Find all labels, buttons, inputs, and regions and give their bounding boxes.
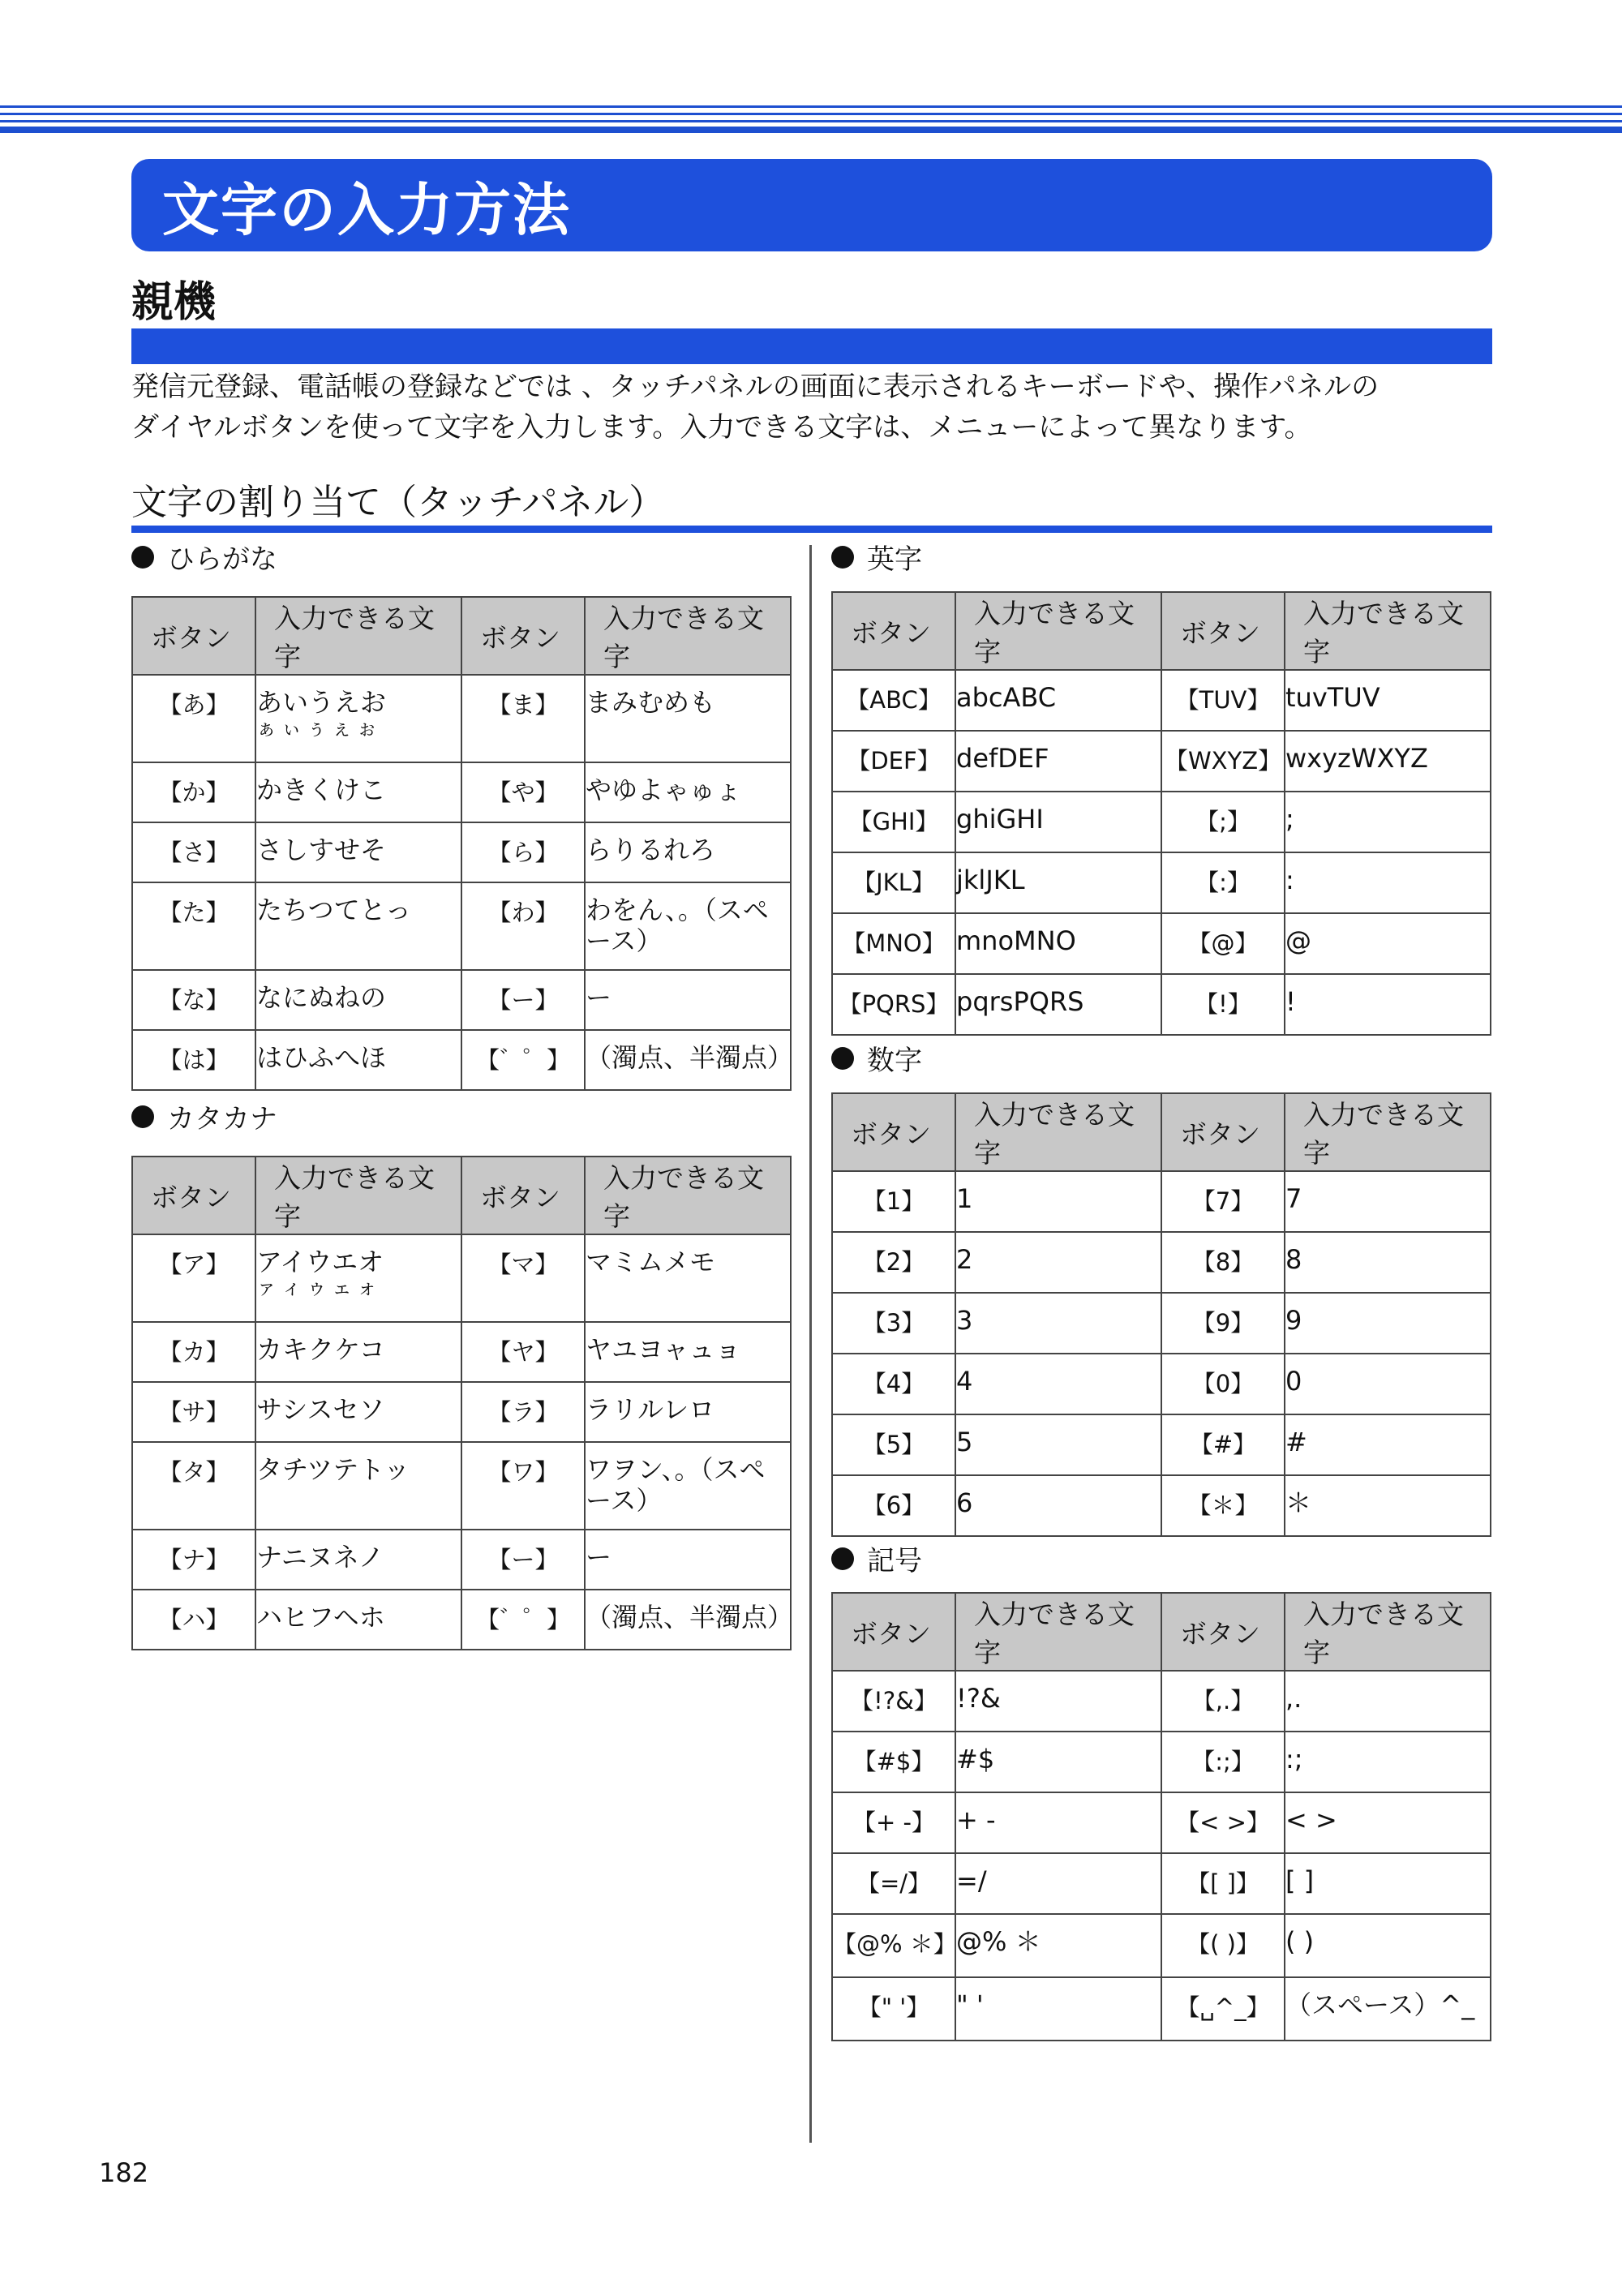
characters-cell <box>955 1792 1161 1853</box>
button-key-cell: 【な】 <box>132 970 255 1030</box>
characters-text: !?& <box>956 1683 1001 1714</box>
table-row <box>832 1732 1491 1792</box>
bullet-icon <box>131 1105 154 1128</box>
small-characters-text: ぁぃぅぇぉ <box>256 716 383 740</box>
button-key-cell: 【3】 <box>832 1293 955 1354</box>
button-key-cell: 【GHI】 <box>832 792 955 852</box>
header-button: ボタン <box>1161 1093 1285 1171</box>
characters-cell <box>1285 1232 1491 1293</box>
button-key-cell: 【DEF】 <box>832 731 955 792</box>
characters-text: ; <box>1285 804 1294 835</box>
characters-text: アイウエオ <box>256 1247 384 1277</box>
button-key-cell: 【" '】 <box>832 1977 955 2041</box>
button-key-cell: 【MNO】 <box>832 913 955 974</box>
button-key-cell: 【+ -】 <box>832 1792 955 1853</box>
characters-cell <box>585 1590 794 1650</box>
characters-text: ー <box>586 1542 612 1573</box>
characters-text: 6 <box>956 1487 973 1518</box>
header-characters: 入力できる文字 <box>585 597 791 675</box>
characters-text: " ' <box>956 1989 984 2020</box>
characters-cell <box>955 974 1161 1035</box>
characters-cell <box>955 1293 1161 1354</box>
characters-text: （スペース）^_ <box>1285 1989 1475 2020</box>
button-key-cell: 【タ】 <box>132 1442 255 1530</box>
heading-hiragana <box>131 537 277 577</box>
characters-text: tuvTUV <box>1285 682 1380 713</box>
intro-paragraph <box>131 367 1502 448</box>
table-row <box>832 1853 1491 1914</box>
button-key-cell: 【マ】 <box>461 1234 585 1322</box>
characters-cell <box>255 1530 461 1590</box>
characters-cell <box>1285 1914 1491 1977</box>
characters-text: あいうえお <box>256 687 387 718</box>
button-key-cell: 【や】 <box>461 762 585 822</box>
header-characters: 入力できる文字 <box>585 1157 791 1234</box>
header-characters: 入力できる文字 <box>955 1593 1161 1671</box>
characters-cell <box>1285 1977 1491 2041</box>
characters-cell <box>585 1442 791 1530</box>
characters-cell <box>585 1322 791 1382</box>
header-button: ボタン <box>132 1157 255 1234</box>
heading-symbols <box>831 1539 922 1578</box>
intro-line-1: 発信元登録、電話帳の登録などでは 、タッチパネルの画面に表示されるキーボードや、操作パネルの <box>131 371 1380 403</box>
table-header-row <box>832 592 1491 670</box>
header-characters: 入力できる文字 <box>955 592 1161 670</box>
button-key-cell: 【6】 <box>832 1475 955 1536</box>
table-row <box>132 970 791 1030</box>
header-characters: 入力できる文字 <box>1285 592 1491 670</box>
header-button: ボタン <box>461 597 585 675</box>
heading-text: 記号 <box>867 1545 922 1577</box>
characters-text: なにぬねの <box>256 982 387 1013</box>
table-row <box>832 1792 1491 1853</box>
button-key-cell: 【か】 <box>132 762 255 822</box>
heading-text: ひらがな <box>167 543 277 576</box>
table-row <box>832 1475 1491 1536</box>
bullet-icon <box>831 1547 854 1570</box>
characters-text: マミムメモ <box>586 1247 716 1277</box>
characters-text: ghiGHI <box>956 804 1044 835</box>
characters-text: : <box>1285 865 1294 895</box>
characters-cell <box>955 1732 1161 1792</box>
characters-text: ＊ <box>1285 1487 1312 1518</box>
characters-text: タチツテトッ <box>256 1454 410 1485</box>
characters-cell <box>585 882 791 970</box>
chapter-banner <box>131 159 1492 251</box>
characters-cell <box>255 970 461 1030</box>
table-row <box>832 1414 1491 1475</box>
button-key-cell: 【さ】 <box>132 822 255 882</box>
table-header-row <box>832 1093 1491 1171</box>
characters-text: はひふへほ <box>256 1042 387 1073</box>
header-button: ボタン <box>461 1157 585 1234</box>
characters-cell <box>1285 1475 1491 1536</box>
column-divider <box>809 545 812 2143</box>
button-key-cell: 【[ ]】 <box>1161 1853 1285 1914</box>
button-key-cell: 【゛゜】 <box>461 1590 585 1650</box>
button-key-cell: 【7】 <box>1161 1171 1285 1232</box>
characters-cell <box>1285 1792 1491 1853</box>
characters-cell <box>255 1322 461 1382</box>
table-alphabet <box>831 591 1491 1036</box>
subsection-title: 文字の割り当て（タッチパネル） <box>131 482 665 523</box>
characters-cell <box>1285 792 1491 852</box>
characters-text: たちつてとっ <box>256 895 412 925</box>
characters-text: 3 <box>956 1305 973 1336</box>
header-rule-thin-3 <box>0 120 1622 122</box>
heading-katakana <box>131 1097 277 1136</box>
characters-cell <box>585 822 791 882</box>
heading-text: カタカナ <box>167 1103 277 1135</box>
characters-text: （濁点、半濁点） <box>586 1042 794 1073</box>
characters-text: [ ] <box>1285 1865 1315 1896</box>
header-characters: 入力できる文字 <box>1285 1593 1491 1671</box>
heading-numbers <box>831 1038 922 1078</box>
characters-text: ラリルレロ <box>586 1394 715 1425</box>
table-row <box>832 1671 1491 1732</box>
characters-text: らりるれろ <box>586 835 716 865</box>
button-key-cell: 【9】 <box>1161 1293 1285 1354</box>
characters-cell <box>585 1382 791 1442</box>
characters-cell <box>955 1354 1161 1414</box>
button-key-cell: 【#$】 <box>832 1732 955 1792</box>
characters-cell <box>955 1475 1161 1536</box>
characters-text: ( ) <box>1285 1926 1315 1957</box>
characters-text: わをん、。（スペース） <box>586 895 769 956</box>
characters-cell <box>1285 913 1491 974</box>
button-key-cell: 【わ】 <box>461 882 585 970</box>
header-rule-thin-1 <box>0 105 1622 108</box>
characters-cell <box>585 1530 791 1590</box>
characters-cell <box>955 1671 1161 1732</box>
page-number: 182 <box>99 2157 149 2188</box>
characters-text: ハヒフヘホ <box>256 1602 385 1633</box>
table-row <box>832 1977 1491 2041</box>
button-key-cell: 【1】 <box>832 1171 955 1232</box>
header-button: ボタン <box>832 592 955 670</box>
table-row <box>832 852 1491 913</box>
characters-cell <box>1285 1354 1491 1414</box>
characters-cell <box>255 822 461 882</box>
characters-text: ヤユヨャュョ <box>586 1334 741 1365</box>
characters-cell <box>955 1853 1161 1914</box>
characters-cell <box>1285 1671 1491 1732</box>
button-key-cell: 【あ】 <box>132 675 255 762</box>
table-row <box>132 1590 791 1650</box>
characters-cell <box>1285 1853 1491 1914</box>
button-key-cell: 【ラ】 <box>461 1382 585 1442</box>
characters-text: （濁点、半濁点） <box>586 1602 794 1633</box>
chapter-title: 文字の入力方法 <box>162 176 571 243</box>
button-key-cell: 【は】 <box>132 1030 255 1090</box>
button-key-cell: 【ー】 <box>461 970 585 1030</box>
table-row <box>132 1530 791 1590</box>
characters-cell <box>255 1590 461 1650</box>
characters-cell <box>1285 1732 1491 1792</box>
table-row <box>832 1354 1491 1414</box>
button-key-cell: 【0】 <box>1161 1354 1285 1414</box>
button-key-cell: 【WXYZ】 <box>1161 731 1285 792</box>
header-characters: 入力できる文字 <box>1285 1093 1491 1171</box>
button-key-cell: 【PQRS】 <box>832 974 955 1035</box>
characters-cell <box>955 1232 1161 1293</box>
table-row <box>132 822 791 882</box>
header-button: ボタン <box>832 1093 955 1171</box>
subsection-rule <box>131 526 1492 533</box>
button-key-cell: 【カ】 <box>132 1322 255 1382</box>
table-row <box>832 1914 1491 1977</box>
characters-text: 2 <box>956 1244 973 1275</box>
button-key-cell: 【た】 <box>132 882 255 970</box>
button-key-cell: 【ABC】 <box>832 670 955 731</box>
header-characters: 入力できる文字 <box>955 1093 1161 1171</box>
characters-cell <box>585 1234 791 1322</box>
characters-text: jklJKL <box>956 865 1025 895</box>
characters-text: かきくけこ <box>256 775 387 805</box>
characters-cell <box>255 1442 461 1530</box>
characters-cell <box>255 1234 461 1322</box>
bullet-icon <box>831 1047 854 1070</box>
characters-text: ワヲン、。（スペース） <box>586 1454 766 1516</box>
button-key-cell: 【5】 <box>832 1414 955 1475</box>
table-header-row <box>132 597 791 675</box>
button-key-cell: 【:】 <box>1161 852 1285 913</box>
characters-text: 9 <box>1285 1305 1302 1336</box>
heading-alphabet <box>831 537 922 577</box>
characters-text: < > <box>1285 1805 1337 1835</box>
table-header-row <box>832 1593 1491 1671</box>
table-numbers <box>831 1092 1491 1537</box>
characters-text: defDEF <box>956 743 1049 774</box>
characters-text: サシスセソ <box>256 1394 385 1425</box>
characters-text: mnoMNO <box>956 925 1076 956</box>
header-button: ボタン <box>1161 1593 1285 1671</box>
section-bar <box>131 328 1492 364</box>
button-key-cell: 【ヤ】 <box>461 1322 585 1382</box>
header-rule-thick <box>0 127 1622 133</box>
characters-cell <box>585 675 791 762</box>
button-key-cell: 【ア】 <box>132 1234 255 1322</box>
characters-cell <box>585 762 791 822</box>
button-key-cell: 【ら】 <box>461 822 585 882</box>
small-characters-text: ァィゥェォ <box>256 1276 383 1299</box>
heading-text: 数字 <box>867 1045 922 1077</box>
characters-text: @% ＊ <box>956 1926 1041 1957</box>
header-rule-thin-2 <box>0 113 1622 115</box>
characters-cell <box>1285 974 1491 1035</box>
characters-cell <box>1285 731 1491 792</box>
characters-cell <box>955 792 1161 852</box>
table-header-row <box>132 1157 791 1234</box>
button-key-cell: 【;】 <box>1161 792 1285 852</box>
header-button: ボタン <box>132 597 255 675</box>
table-row <box>832 731 1491 792</box>
table-row <box>832 913 1491 974</box>
table-row <box>132 762 791 822</box>
button-key-cell: 【ハ】 <box>132 1590 255 1650</box>
header-button: ボタン <box>832 1593 955 1671</box>
button-key-cell: 【ワ】 <box>461 1442 585 1530</box>
characters-cell <box>585 970 791 1030</box>
characters-text: やゆよゃゅょ <box>586 775 742 805</box>
table-katakana <box>131 1156 792 1650</box>
table-row <box>832 1171 1491 1232</box>
characters-text: ! <box>1285 986 1296 1017</box>
characters-text: # <box>1285 1427 1307 1457</box>
table-hiragana <box>131 596 792 1091</box>
characters-cell <box>1285 1414 1491 1475</box>
characters-text: =/ <box>956 1865 987 1896</box>
characters-text: + - <box>956 1805 996 1835</box>
characters-text: 8 <box>1285 1244 1302 1275</box>
table-row <box>132 1442 791 1530</box>
heading-text: 英字 <box>867 543 922 576</box>
characters-text: 4 <box>956 1366 973 1397</box>
characters-cell <box>585 1030 794 1090</box>
button-key-cell: 【ー】 <box>461 1530 585 1590</box>
button-key-cell: 【!?&】 <box>832 1671 955 1732</box>
table-row <box>832 1232 1491 1293</box>
characters-text: abcABC <box>956 682 1057 713</box>
button-key-cell: 【#】 <box>1161 1414 1285 1475</box>
button-key-cell: 【␣^_】 <box>1161 1977 1285 2041</box>
button-key-cell: 【゛゜】 <box>461 1030 585 1090</box>
characters-text: ,. <box>1285 1683 1302 1714</box>
button-key-cell: 【ま】 <box>461 675 585 762</box>
table-row <box>132 675 791 762</box>
characters-text: 7 <box>1285 1183 1302 1214</box>
characters-text: #$ <box>956 1744 995 1775</box>
characters-cell <box>955 1414 1161 1475</box>
characters-text: pqrsPQRS <box>956 986 1084 1017</box>
button-key-cell: 【:;】 <box>1161 1732 1285 1792</box>
section-title: 親機 <box>131 278 217 327</box>
table-row <box>832 792 1491 852</box>
button-key-cell: 【＊】 <box>1161 1475 1285 1536</box>
characters-cell <box>1285 852 1491 913</box>
characters-cell <box>955 670 1161 731</box>
characters-text: @ <box>1285 925 1311 956</box>
button-key-cell: 【< >】 <box>1161 1792 1285 1853</box>
header-characters: 入力できる文字 <box>255 1157 461 1234</box>
button-key-cell: 【=/】 <box>832 1853 955 1914</box>
characters-text: 0 <box>1285 1366 1302 1397</box>
characters-cell <box>255 1030 461 1090</box>
button-key-cell: 【JKL】 <box>832 852 955 913</box>
characters-cell <box>255 882 461 970</box>
button-key-cell: 【2】 <box>832 1232 955 1293</box>
characters-cell <box>1285 670 1491 731</box>
button-key-cell: 【4】 <box>832 1354 955 1414</box>
intro-line-2: ダイヤルボタンを使って文字を入力します。入力できる文字は、メニューによって異なります。 <box>131 411 1312 444</box>
characters-text: まみむめも <box>586 687 716 718</box>
button-key-cell: 【8】 <box>1161 1232 1285 1293</box>
table-row <box>832 974 1491 1035</box>
characters-cell <box>955 913 1161 974</box>
button-key-cell: 【!】 <box>1161 974 1285 1035</box>
button-key-cell: 【サ】 <box>132 1382 255 1442</box>
characters-cell <box>955 1171 1161 1232</box>
table-row <box>132 1382 791 1442</box>
characters-text: ナニヌネノ <box>256 1542 384 1573</box>
bullet-icon <box>831 546 854 569</box>
characters-cell <box>255 762 461 822</box>
bullet-icon <box>131 546 154 569</box>
characters-text: カキクケコ <box>256 1334 385 1365</box>
table-symbols <box>831 1592 1491 2041</box>
table-row <box>832 670 1491 731</box>
button-key-cell: 【( )】 <box>1161 1914 1285 1977</box>
characters-text: :; <box>1285 1744 1303 1775</box>
button-key-cell: 【@% ＊】 <box>832 1914 955 1977</box>
characters-cell <box>955 852 1161 913</box>
header-button: ボタン <box>1161 592 1285 670</box>
button-key-cell: 【TUV】 <box>1161 670 1285 731</box>
table-row <box>132 882 791 970</box>
characters-text: さしすせそ <box>256 835 387 865</box>
table-row <box>832 1293 1491 1354</box>
button-key-cell: 【@】 <box>1161 913 1285 974</box>
table-row <box>132 1030 791 1090</box>
characters-cell <box>955 1914 1161 1977</box>
table-row <box>132 1234 791 1322</box>
header-characters: 入力できる文字 <box>255 597 461 675</box>
button-key-cell: 【ナ】 <box>132 1530 255 1590</box>
characters-text: 1 <box>956 1183 973 1214</box>
characters-cell <box>255 1382 461 1442</box>
characters-cell <box>255 675 461 762</box>
characters-cell <box>1285 1293 1491 1354</box>
characters-cell <box>1285 1171 1491 1232</box>
characters-cell <box>955 731 1161 792</box>
characters-cell <box>955 1977 1161 2041</box>
characters-text: 5 <box>956 1427 973 1457</box>
characters-text: ー <box>586 982 612 1013</box>
characters-text: wxyzWXYZ <box>1285 743 1428 774</box>
button-key-cell: 【,.】 <box>1161 1671 1285 1732</box>
table-row <box>132 1322 791 1382</box>
